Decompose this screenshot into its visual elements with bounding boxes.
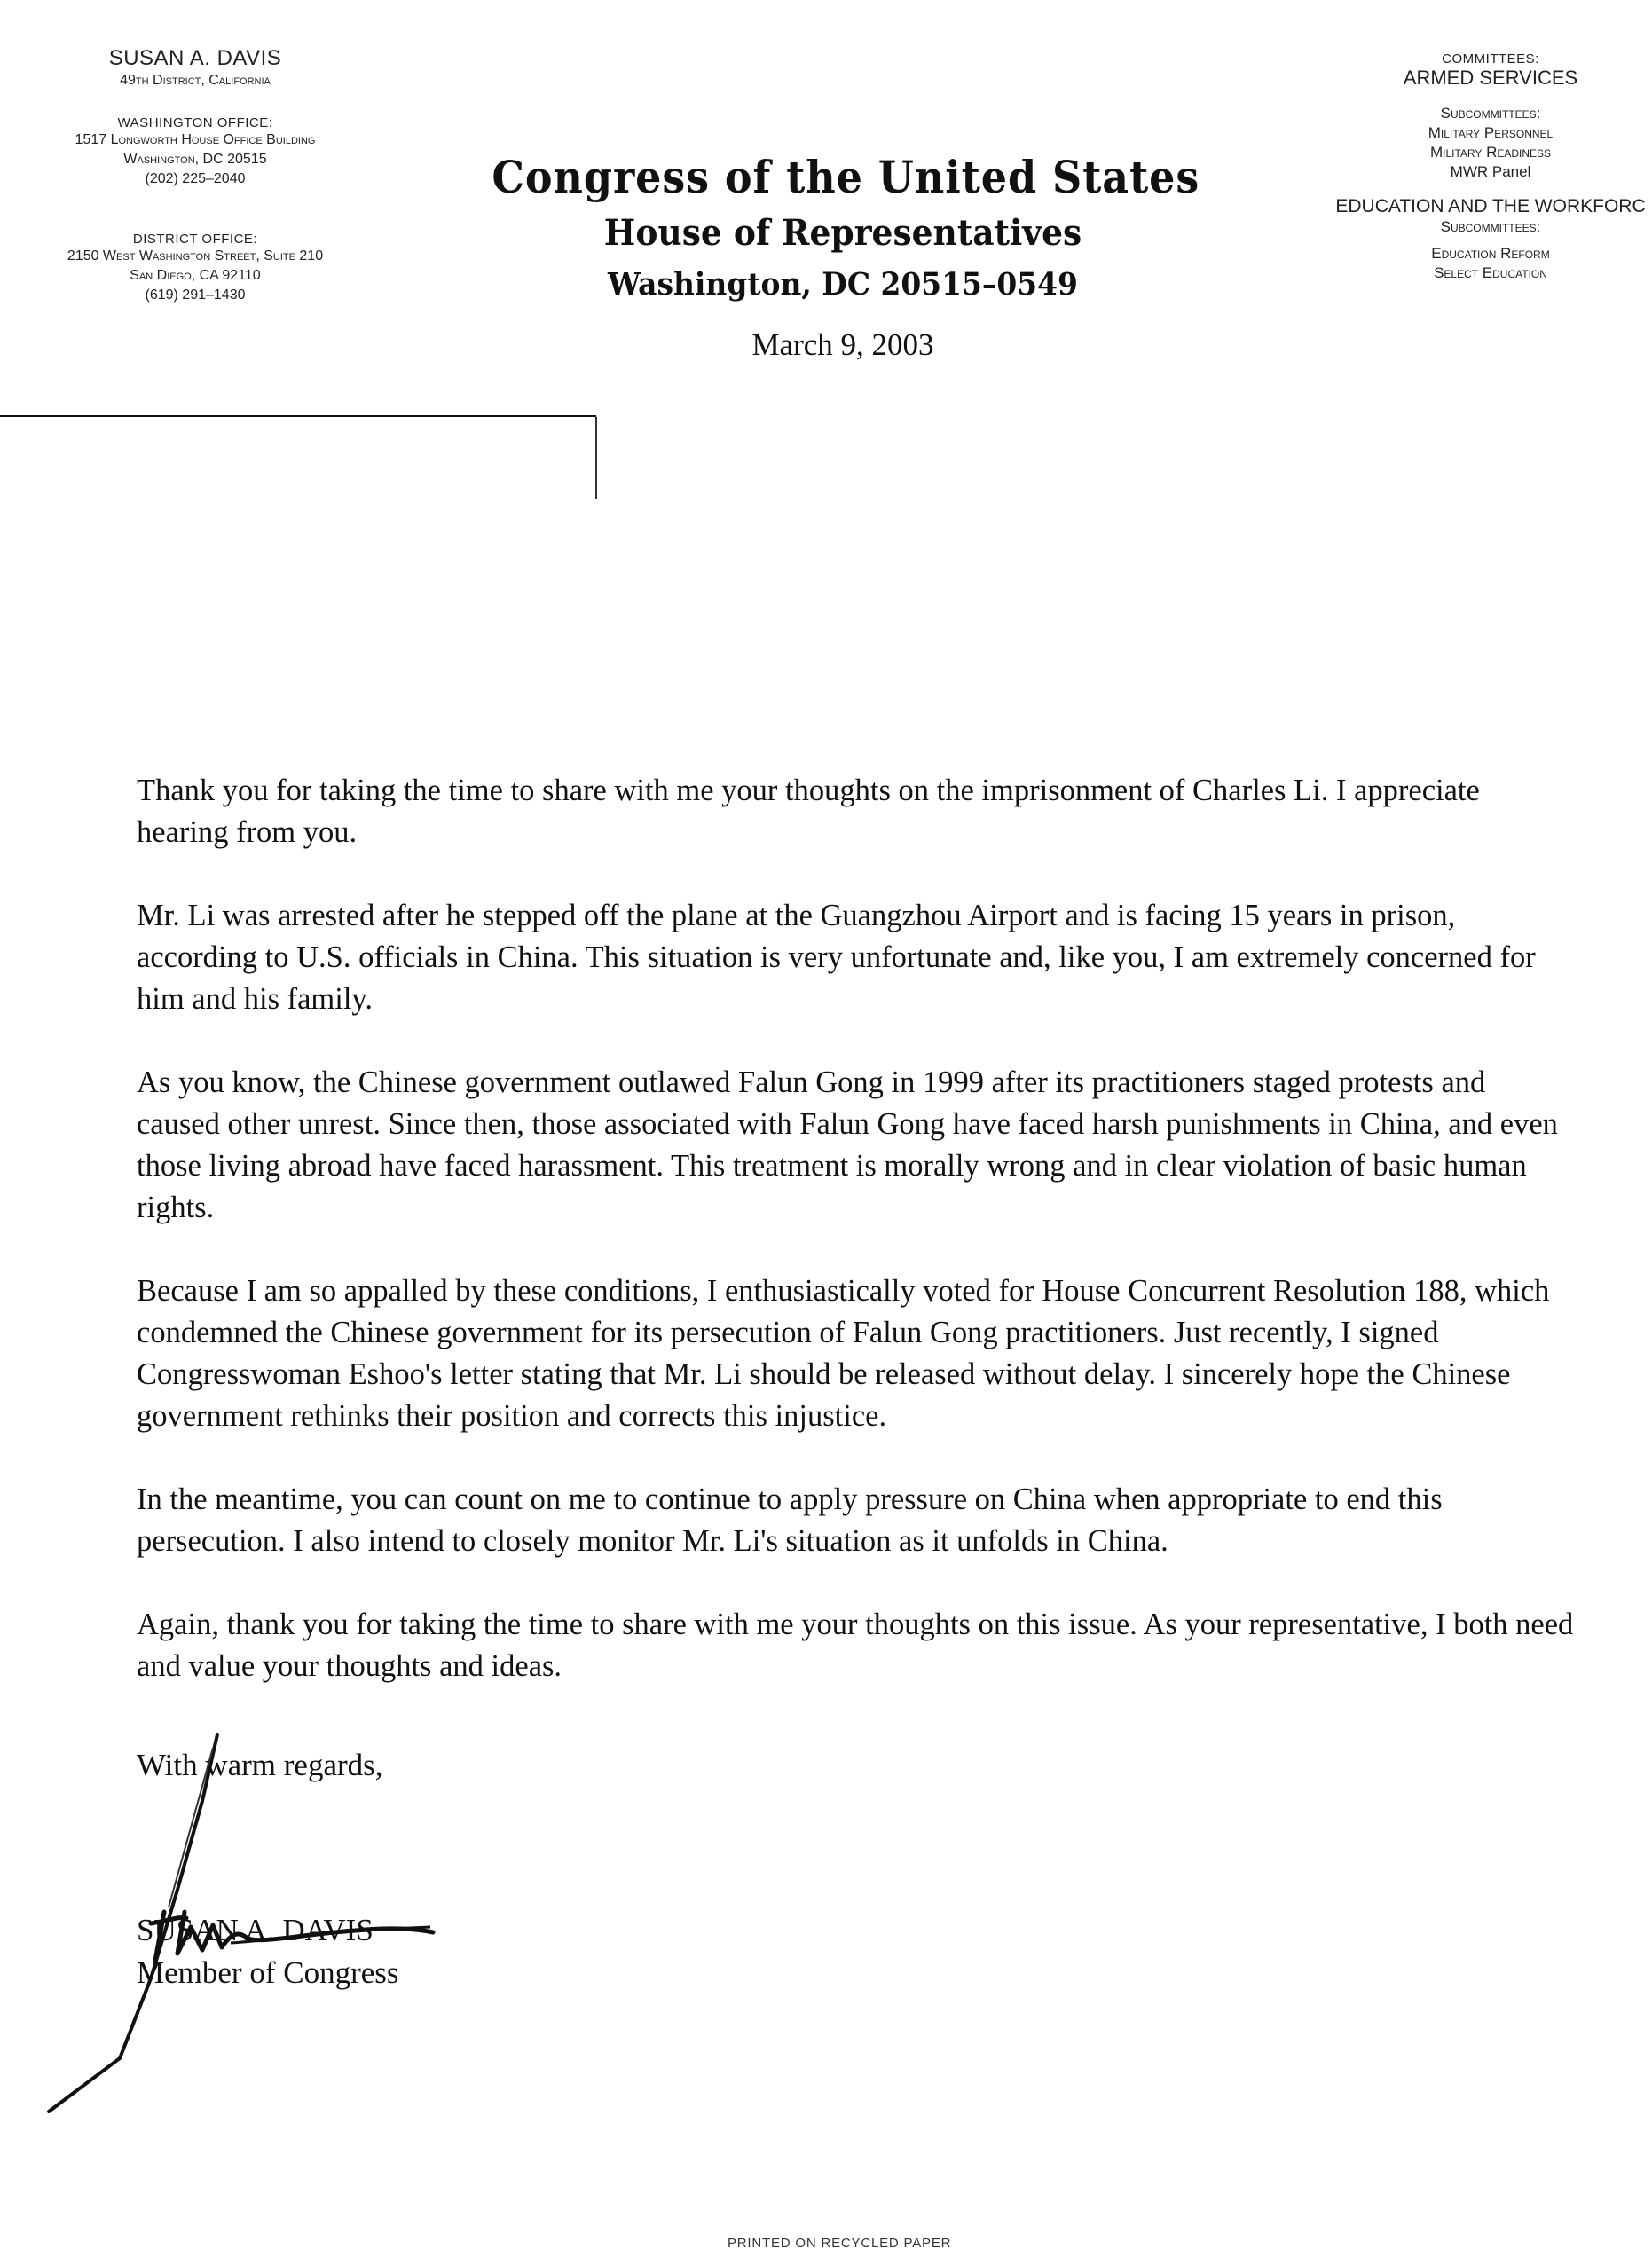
subcommittee-item: Education Reform	[1431, 245, 1550, 262]
district-address-line: 2150 West Washington Street, Suite 210	[67, 248, 324, 263]
body-paragraph: In the meantime, you can count on me to continue to apply pressure on China when appropriate to end this persecution. I also intend to closely monitor Mr. Li's situation as it unfolds in China.	[137, 1482, 1443, 1558]
body-paragraph: Again, thank you for taking the time to share with me your thoughts on this issue. As your representative, I both need and value your thoughts and ideas.	[137, 1608, 1574, 1683]
congress-heading: Congress of the United States	[492, 151, 1200, 203]
washington-address-line: 1517 Longworth House Office Building	[75, 132, 316, 147]
body-paragraph: Mr. Li was arrested after he stepped off the plane at the Guangzhou Airport and is facing 15 years in prison, according to U.S. officials in China. This situation is very unfortunate and, like you, I am extremely concerned for him and his family.	[137, 899, 1536, 1016]
letter-body	[137, 770, 1574, 1729]
subcommittee-item: Military Readiness	[1429, 144, 1552, 161]
committees-label: COMMITTEES:	[1442, 51, 1539, 67]
subcommittee-item: Select Education	[1434, 264, 1547, 281]
committee-education: EDUCATION AND THE WORKFORC	[1335, 196, 1646, 216]
letter-date: March 9, 2003	[751, 327, 934, 362]
committee-armed-services: ARMED SERVICES	[1403, 67, 1578, 89]
signer-title: Member of Congress	[137, 1955, 399, 1990]
district-address-line: San Diego, CA 92110	[130, 268, 261, 283]
subcommittees-label: Subcommittees:	[1440, 105, 1541, 122]
header-rule	[0, 415, 596, 417]
letterhead-center	[461, 151, 1224, 363]
recycled-paper-footer: PRINTED ON RECYCLED PAPER	[728, 2236, 952, 2251]
header-rule-vertical	[595, 417, 597, 499]
district-line: 49th District, California	[120, 73, 271, 88]
body-paragraph: As you know, the Chinese government outlawed Falun Gong in 1999 after its practitioners staged protests and caused other unrest. Since then, those associated with Falun Gong have faced harsh punishments in China, and even those living abroad have faced harassment. This treatment is morally wrong and in clear violation of basic human rights.	[137, 1066, 1558, 1224]
district-phone: (619) 291–1430	[145, 287, 246, 303]
closing-line: With warm regards,	[137, 1748, 383, 1782]
city-heading: Washington, DC 20515–0549	[608, 266, 1078, 303]
subcommittee-item: Military Personnel	[1428, 124, 1554, 141]
signature-block	[137, 1909, 399, 1994]
body-paragraph: Because I am so appalled by these conditions, I enthusiastically voted for House Concurrent Resolution 188, which condemned the Chinese government for its persecution of Falun Gong practitioners. Just recently, I signed Congresswoman Eshoo's letter stating that Mr. Li should be released without delay. I sincerely hope the Chinese government rethinks their position and corrects this injustice.	[137, 1274, 1550, 1433]
member-name: SUSAN A. DAVIS	[108, 46, 282, 70]
letterhead-left	[0, 46, 390, 305]
washington-address-line: Washington, DC 20515	[123, 152, 267, 167]
district-office-label: DISTRICT OFFICE:	[132, 232, 258, 247]
body-paragraph: Thank you for taking the time to share with me your thoughts on the imprisonment of Charles Li. I appreciate hearing from you.	[137, 774, 1480, 849]
letterhead-right	[1295, 51, 1652, 283]
house-heading: House of Representatives	[603, 212, 1082, 254]
subcommittee-item: MWR Panel	[1450, 163, 1531, 180]
signer-name: SUSAN A. DAVIS	[137, 1913, 374, 1947]
washington-office-label: WASHINGTON OFFICE:	[117, 115, 273, 130]
washington-phone: (202) 225–2040	[145, 171, 246, 186]
subcommittees-label: Subcommittees:	[1440, 218, 1541, 235]
